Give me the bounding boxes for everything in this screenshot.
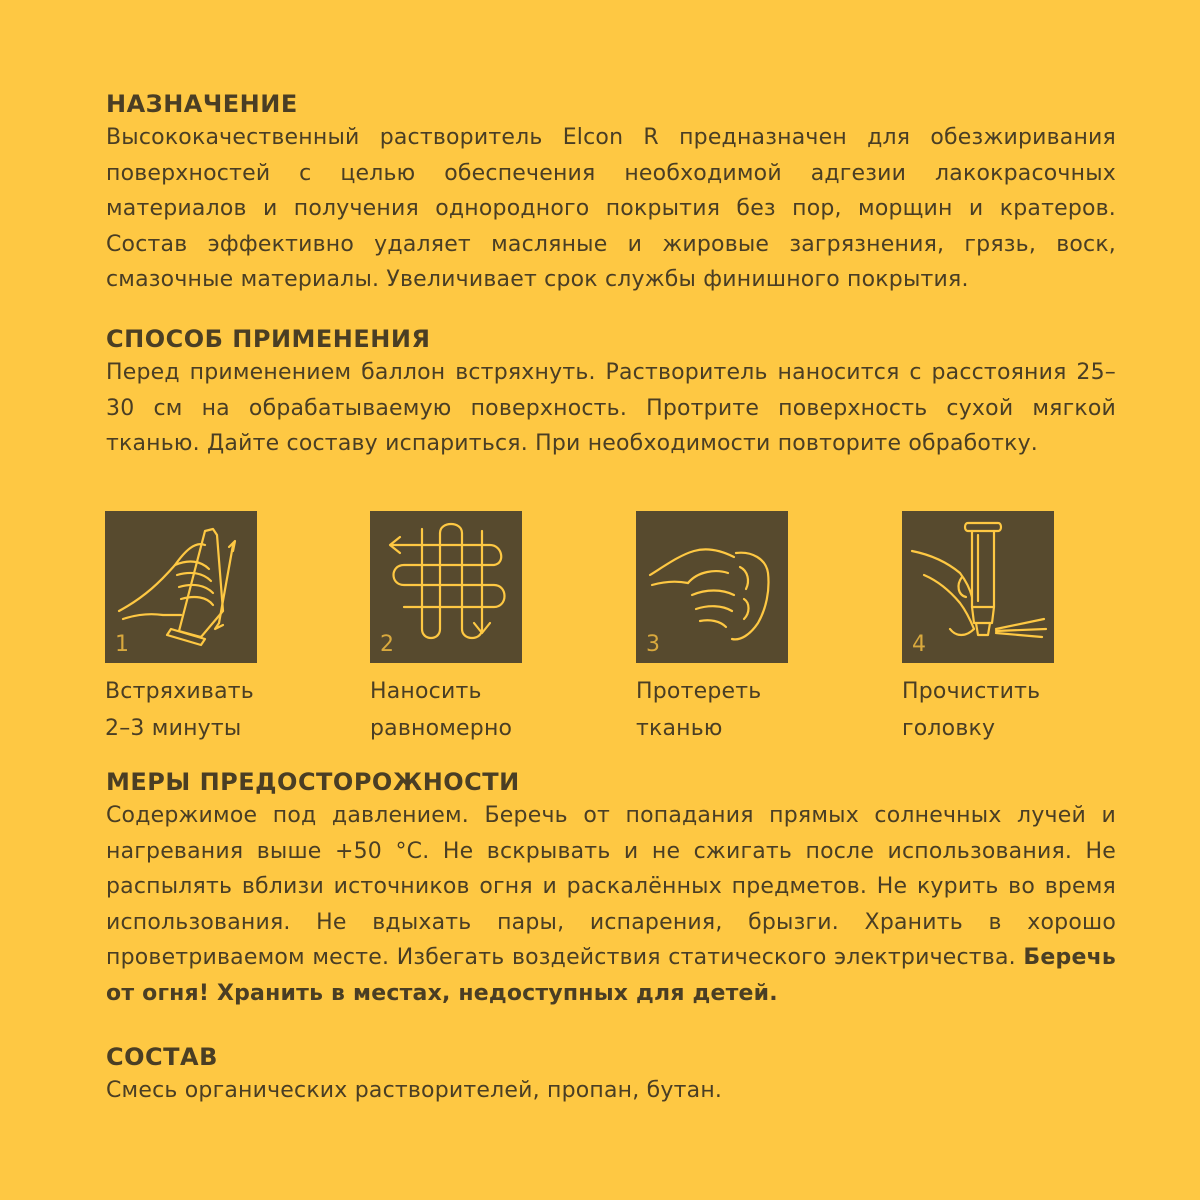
step-2-number: 2 xyxy=(380,632,394,657)
step-1-tile xyxy=(105,511,257,663)
step-4-caption xyxy=(902,673,1102,747)
step-3 xyxy=(636,511,836,747)
step-1-caption xyxy=(105,673,305,747)
precautions-section xyxy=(106,766,1116,1011)
composition-section xyxy=(106,1041,1116,1109)
composition-heading: СОСТАВ xyxy=(106,1043,218,1071)
usage-heading: СПОСОБ ПРИМЕНЕНИЯ xyxy=(106,325,431,353)
precautions-body: Содержимое под давлением. Беречь от попадания прямых солнечных лучей и нагревания выше +50 °С. Не вскрывать и не сжигать после использования. Не распылять вблизи источников огня и раскалённых предметов. Не курить во время использования. Не вдыхать пары, испарения, брызги. Хранить в хорошо проветриваемом месте. Избегать воздействия статического электричества. xyxy=(106,803,1116,970)
step-2 xyxy=(370,511,570,747)
step-3-caption-line2: тканью xyxy=(636,716,723,741)
step-1 xyxy=(105,511,305,747)
usage-text: Перед применением баллон встряхнуть. Растворитель наносится с расстояния 25–30 см на обрабатываемую поверхность. Протрите поверхность сухой мягкой тканью. Дайте составу испариться. При необходимости повторите обработку. xyxy=(106,360,1116,456)
step-1-number: 1 xyxy=(115,632,129,657)
step-4-caption-line1: Прочистить xyxy=(902,679,1041,704)
step-2-caption xyxy=(370,673,570,747)
step-4-caption-line2: головку xyxy=(902,716,996,741)
purpose-section xyxy=(106,88,1116,298)
step-2-tile xyxy=(370,511,522,663)
composition-text: Смесь органических растворителей, пропан, бутан. xyxy=(106,1078,723,1103)
steps-row xyxy=(105,511,1105,741)
step-4 xyxy=(902,511,1102,747)
usage-section xyxy=(106,323,1116,462)
step-3-caption xyxy=(636,673,836,747)
purpose-text: Высококачественный растворитель Elcon R предназначен для обезжиривания поверхностей с целью обеспечения необходимой адгезии лакокрасочных материалов и получения однородного покрытия без пор, морщин и кратеров. Состав эффективно удаляет масляные и жировые загрязнения, грязь, воск, смазочные материалы. Увеличивает срок службы финишного покрытия. xyxy=(106,125,1116,292)
precautions-text xyxy=(106,798,1116,1011)
step-2-caption-line2: равномерно xyxy=(370,716,513,741)
step-1-caption-line2: 2–3 минуты xyxy=(105,716,242,741)
purpose-heading: НАЗНАЧЕНИЕ xyxy=(106,90,298,118)
step-4-number: 4 xyxy=(912,632,926,657)
step-3-caption-line1: Протереть xyxy=(636,679,762,704)
precautions-heading: МЕРЫ ПРЕДОСТОРОЖНОСТИ xyxy=(106,768,520,796)
step-4-tile xyxy=(902,511,1054,663)
step-3-tile xyxy=(636,511,788,663)
precautions-warning: Беречь от огня! Хранить в местах, недоступных для детей. xyxy=(106,945,1116,1006)
step-1-caption-line1: Встряхивать xyxy=(105,679,254,704)
step-3-number: 3 xyxy=(646,632,660,657)
step-2-caption-line1: Наносить xyxy=(370,679,482,704)
